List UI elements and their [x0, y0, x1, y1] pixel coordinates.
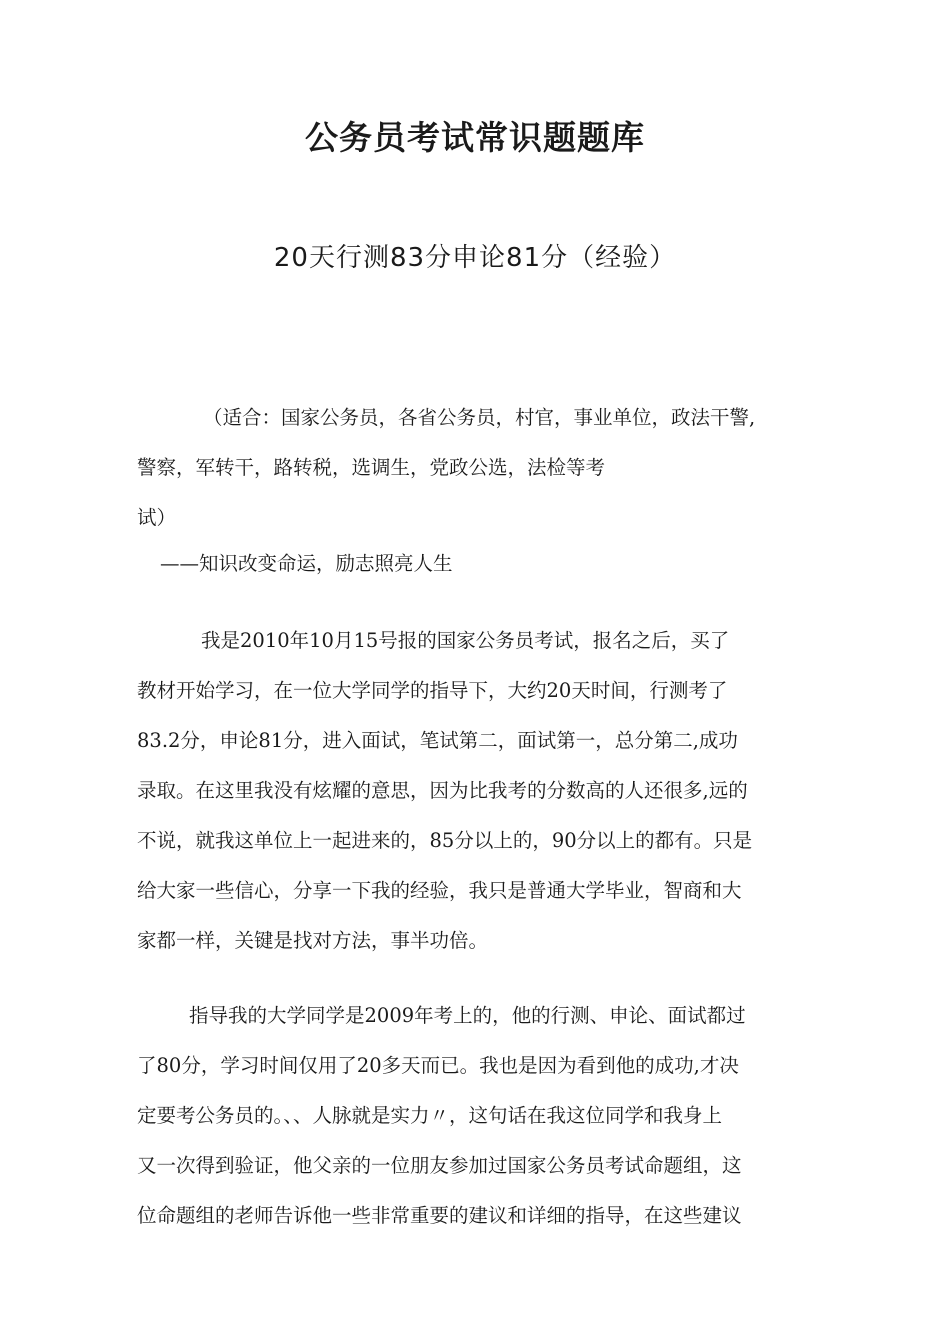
- paragraph-2-line-2: 了80分，学习时间仅用了20多天而已。我也是因为看到他的成功,才决: [137, 1054, 739, 1077]
- suitable-note-line-3: 试）: [137, 506, 177, 529]
- paragraph-1-line-3: 83.2分，申论81分，进入面试，笔试第二，面试第一，总分第二,成功: [137, 729, 738, 752]
- suitable-note-line-1: （适合：国家公务员，各省公务员，村官，事业单位，政法干警,: [203, 406, 756, 429]
- document-subtitle: 20天行测83分申论81分（经验）: [273, 243, 677, 273]
- paragraph-1-line-4: 录取。在这里我没有炫耀的意思，因为比我考的分数高的人还很多,远的: [137, 779, 748, 802]
- paragraph-2-line-3: 定要考公务员的。、、人脉就是实力〃，这句话在我这位同学和我身上: [137, 1104, 723, 1127]
- paragraph-1-line-5: 不说，就我这单位上一起进来的，85分以上的，90分以上的都有。只是: [137, 829, 753, 852]
- paragraph-1-line-2: 教材开始学习，在一位大学同学的指导下，大约20天时间，行测考了: [137, 679, 728, 702]
- suitable-note-line-2: 警察，军转干，路转税，选调生，党政公选，法检等考: [137, 456, 606, 479]
- motto: ——知识改变命运，励志照亮人生: [160, 552, 453, 575]
- paragraph-2-line-4: 又一次得到验证，他父亲的一位朋友参加过国家公务员考试命题组，这: [137, 1154, 742, 1177]
- paragraph-2-line-1: 指导我的大学同学是2009年考上的，他的行测、申论、面试都过: [189, 1004, 746, 1027]
- document-title: 公务员考试常识题题库: [305, 118, 645, 157]
- paragraph-1-line-1: 我是2010年10月15号报的国家公务员考试，报名之后，买了: [201, 629, 730, 652]
- paragraph-2-line-5: 位命题组的老师告诉他一些非常重要的建议和详细的指导，在这些建议: [137, 1204, 742, 1227]
- paragraph-1-line-6: 给大家一些信心，分享一下我的经验，我只是普通大学毕业，智商和大: [137, 879, 742, 902]
- paragraph-1-line-7: 家都一样，关键是找对方法，事半功倍。: [137, 929, 489, 952]
